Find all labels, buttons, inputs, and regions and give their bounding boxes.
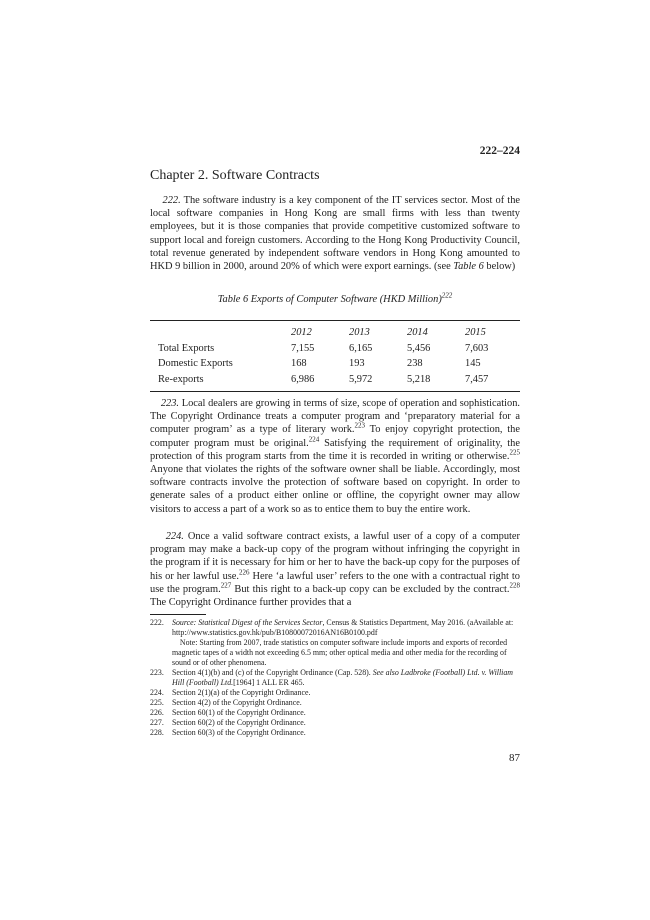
paragraph-224: 224. Once a valid software contract exists, a lawful user of a copy of a computer program may make a back-up copy of the program without infringing the copyright in the program if it is necessary for him or her to have the back-up copy for the purposes of his or her lawful use.$^{226}$ Here ‘a lawful user’ refers to the one with a contractual right to use the program.$^{227}$ But this right to a back-up copy can be excluded by the contract.$^{228}$ The Copyright Ordinance further provides that a xyxy=(150,531,521,609)
footnote-222: 222. Source: Statistical Digest of the Services Sector, Census & Statistics Department, May 2016. (aAvailable at: http://www.statistics.gov.hk/pub/B10800072016AN16B0100.pdf Note: Starting from 2007, trade statistics on computer software include imports and exports of recorded magnetic tapes of a width not exceeding 6.5 mm; other optical media and other media for the recording of sound or of other phenomena. xyxy=(150,618,514,667)
paragraph-223: 223. Local dealers are growing in terms of size, scope of operation and sophistication. The Copyright Ordinance treats a computer program and ‘preparatory material for a computer program’ as a type of literary work.$^{223}$ To enjoy copyright protection, the computer program must be original.$^{224}$ Satisfying the requirement of originality, the protection of this program starts from the time it is recorded in writing or otherwise.$^{225}$ Anyone that violates the rights of the software owner shall be liable. Accordingly, most software contracts involve the protection of software based on copyright. In order to generate sales of a product either online or offline, the copyright owner may allow visitors to access a part of a work so as to entice them to buy the entire work. xyxy=(150,398,521,515)
row-label: Domestic Exports xyxy=(158,358,233,370)
footnote-ref: 222 xyxy=(441,291,453,300)
table-cell: 5,972 xyxy=(349,373,373,385)
table-cell: 193 xyxy=(349,358,365,370)
paragraph-number: 224. xyxy=(165,531,184,542)
table-cell: 168 xyxy=(291,358,307,370)
paragraph-number: 223. xyxy=(160,398,180,409)
year-header: 2013 xyxy=(349,327,370,339)
paragraph-222: 222. The software industry is a key component of the IT services sector. Most of the local software companies in Hong Kong are small firms with less than twenty employees, but it is those companies that provide competitive customized software to support local and foreign customers. According to the Hong Kong Productivity Council, total revenue generated by independent software vendors in Hong Kong amounted to HKD 9 billion in 2000, around 20% of which were export earnings. (see Table 6 below) xyxy=(150,195,521,273)
table-cell: 238 xyxy=(407,358,423,370)
year-header: 2014 xyxy=(407,327,428,339)
running-head: 222–224 xyxy=(479,145,520,157)
row-label: Total Exports xyxy=(158,342,215,354)
footnote-ref: 227 xyxy=(220,581,232,590)
footnotes xyxy=(150,618,520,738)
table-caption: Table 6 Exports of Computer Software (HKD Million)$^{222}$ xyxy=(217,291,453,305)
table-row xyxy=(150,341,520,357)
footnote-ref: 226 xyxy=(239,568,250,577)
exports-table xyxy=(150,320,520,392)
table-row xyxy=(150,356,520,372)
footnote-rule xyxy=(150,614,206,615)
footnote-225: 225. Section 4(2) of the Copyright Ordinance. xyxy=(150,698,302,707)
table-cell: 5,456 xyxy=(407,342,431,354)
chapter-title: Chapter 2. Software Contracts xyxy=(150,168,320,183)
table-cell: 6,986 xyxy=(291,373,315,385)
footnote-223: 223. Section 4(1)(b) and (c) of the Copyright Ordinance (Cap. 528). See also Ladbroke (Football) Ltd. v. William Hill (Football) Ltd.[1964] 1 ALL ER 465. xyxy=(150,668,513,687)
footnote-ref: 224 xyxy=(308,435,320,444)
table-cell: 5,218 xyxy=(407,373,431,385)
table-row xyxy=(150,372,520,388)
footnote-ref: 223 xyxy=(354,421,366,430)
table-header-row xyxy=(150,325,520,341)
year-header: 2015 xyxy=(465,327,486,339)
year-header: 2012 xyxy=(291,327,312,339)
row-label: Re-exports xyxy=(158,373,204,385)
page-number: 87 xyxy=(509,752,520,764)
footnote-226: 226. Section 60(1) of the Copyright Ordinance. xyxy=(150,708,306,717)
table-cell: 6,165 xyxy=(349,342,373,354)
footnote-ref: 225 xyxy=(509,448,520,457)
table-cell: 7,457 xyxy=(465,373,489,385)
footnote-228: 228. Section 60(3) of the Copyright Ordinance. xyxy=(150,728,306,737)
table-cell: 145 xyxy=(465,358,481,370)
paragraph-number: 222. xyxy=(162,195,181,206)
footnote-ref: 228 xyxy=(509,581,520,590)
table-reference: Table 6 xyxy=(453,261,484,273)
footnote-227: 227. Section 60(2) of the Copyright Ordinance. xyxy=(150,718,306,727)
table-cell: 7,155 xyxy=(291,342,315,354)
table-cell: 7,603 xyxy=(465,342,489,354)
footnote-224: 224. Section 2(1)(a) of the Copyright Ordinance. xyxy=(150,688,311,697)
